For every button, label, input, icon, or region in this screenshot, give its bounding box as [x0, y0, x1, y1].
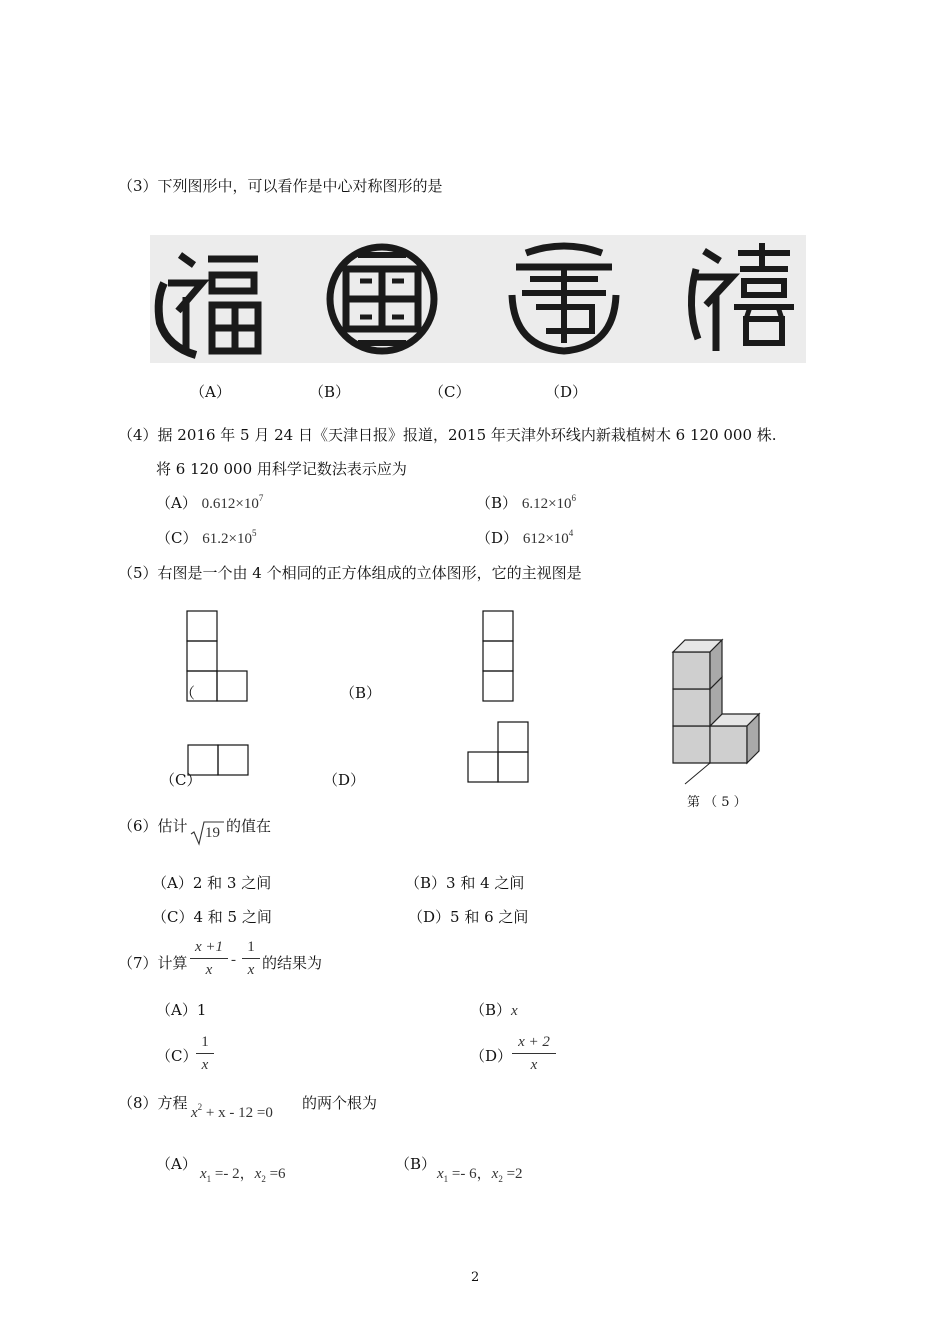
q4-option-b-label: （B）	[476, 494, 518, 512]
q5-label-b: （B）	[340, 684, 382, 702]
q8-prefix: （8）方程	[118, 1094, 188, 1112]
q5-cube-figure	[660, 634, 770, 794]
q4-option-d-label: （D）	[476, 529, 519, 547]
q4-option-a	[156, 492, 263, 513]
q4-option-a-label: （A）	[156, 494, 197, 512]
q4-option-c-value: $61.2\times 10^5$	[202, 528, 257, 547]
q7-minus: -	[231, 952, 236, 968]
q4-line2: 将 6 120 000 用科学记数法表示应为	[156, 460, 407, 478]
q5-d-square	[498, 722, 528, 752]
q8-equation: $x^2 + x - 12 =0$	[191, 1102, 273, 1121]
q7-prefix: （7）计算	[118, 954, 188, 972]
q6-prefix: （6）估计	[118, 817, 188, 835]
q8-option-b-value: $x_1 =- 6$，$x_2 =2$	[437, 1166, 523, 1184]
q5-label-c: （C）	[160, 771, 202, 789]
q6-option-b: （B）3 和 4 之间	[405, 874, 525, 892]
q7-suffix: 的结果为	[262, 954, 323, 972]
q7-option-a: （A）1	[156, 1001, 207, 1019]
q8-option-a-value: $x_1 =- 2$，$x_2 =6$	[200, 1166, 286, 1184]
q7-option-d-fraction: x + 2 x	[512, 1032, 556, 1075]
q7-option-d-label: （D）	[470, 1047, 513, 1065]
seal-images	[150, 235, 806, 363]
q3-label-d: （D）	[545, 383, 588, 401]
q5-d-square	[468, 752, 498, 782]
seal-d-xi-image	[691, 243, 794, 351]
q6-option-a: （A）2 和 3 之间	[152, 874, 272, 892]
q8-suffix: 的两个根为	[302, 1094, 378, 1112]
q5-b-square	[483, 671, 513, 701]
q7-option-c-fraction: 1 x	[196, 1032, 214, 1075]
q4-option-c	[156, 527, 256, 548]
q5-a-square	[187, 641, 217, 671]
q5-prompt: （5）右图是一个由 4 个相同的正方体组成的立体图形，它的主视图是	[118, 564, 582, 582]
q5-c-square	[218, 745, 248, 775]
q7-option-c-label: （C）	[156, 1047, 198, 1065]
seal-a-fu-image	[159, 255, 258, 355]
seal-images-strip	[150, 235, 806, 363]
q5-label-a: （	[180, 684, 196, 702]
q4-option-d-value: $612\times 10^4$	[522, 528, 574, 547]
q8-option-a-label: （A）	[156, 1155, 197, 1173]
q5-d-square	[498, 752, 528, 782]
q4-line1: （4）据 2016 年 5 月 24 日《天津日报》报道，2015 年天津外环线内新栽植树木 6 120 000 株.	[118, 426, 777, 444]
q5-a-square	[187, 611, 217, 641]
q7-fraction-1: x +1 x	[190, 937, 228, 980]
q7-fraction-2: 1 x	[242, 937, 260, 980]
seal-b-image	[330, 247, 434, 351]
q4-option-b-value: $6.12\times 10^6$	[521, 493, 577, 512]
q4-option-b	[476, 492, 576, 513]
q5-label-d: （D）	[323, 771, 366, 789]
q6-suffix: 的值在	[226, 817, 272, 835]
q3-label-a: （A）	[190, 383, 231, 401]
q5-b-square	[483, 641, 513, 671]
q7-option-b: （B）x	[470, 1001, 518, 1019]
q4-option-a-value: $0.612\times 10^7$	[201, 493, 264, 512]
q5-figure-caption: 第 （ 5 ）	[687, 795, 747, 810]
q3-label-c: （C）	[429, 383, 471, 401]
q5-a-square	[217, 671, 247, 701]
page-number: 2	[471, 1270, 480, 1285]
seal-c-shou-image	[512, 246, 616, 351]
q5-b-square	[483, 611, 513, 641]
q6-radicand: 19	[205, 825, 220, 841]
q4-option-d	[476, 527, 573, 548]
q8-option-b-label: （B）	[395, 1155, 437, 1173]
q3-label-b: （B）	[309, 383, 351, 401]
q6-option-d: （D）5 和 6 之间	[408, 908, 529, 926]
q6-option-c: （C）4 和 5 之间	[152, 908, 272, 926]
q3-prompt: （3）下列图形中，可以看作是中心对称图形的是	[118, 177, 443, 195]
q4-option-c-label: （C）	[156, 529, 198, 547]
